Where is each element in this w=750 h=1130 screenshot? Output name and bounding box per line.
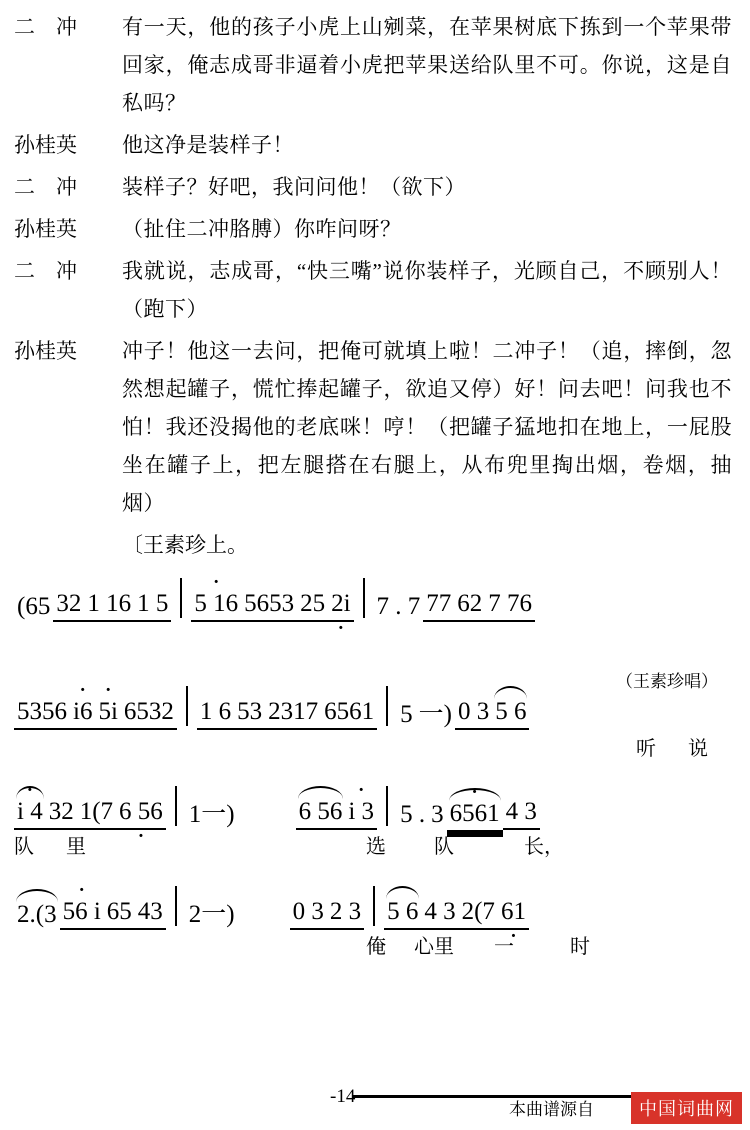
note-group: 1一) [188, 801, 235, 828]
note-group: 2.(3 [14, 900, 60, 930]
speaker-name: 孙桂英 [14, 133, 77, 157]
note-group: 5356 [14, 697, 70, 730]
script-line [14, 332, 732, 522]
singer-annotation: （王素珍唱） [616, 672, 718, 691]
speech-text: 冲子！他这一去问，把俺可就填上啦！二冲子！（追，摔倒，忽然想起罐子，慌忙捧起罐子，欲追又停）好！问去吧！问我也不怕！我还没揭他的老底咪！哼！（把罐子猛地扣在地上，一屁股坐在罐子上，把左腿搭在右腿上，从布兜里掏出烟，卷烟，抽烟） [122, 339, 732, 515]
note-group: 4 3 [503, 797, 540, 830]
lyric-syllable: 长， [524, 836, 564, 858]
measure [14, 697, 177, 730]
barline [186, 686, 188, 726]
note-group: 3 [431, 801, 444, 828]
slur-icon [386, 886, 419, 899]
lyric-syllable: 选 [366, 836, 386, 858]
note-group: · 5 16 [191, 589, 241, 622]
note-group: 1 16 [84, 589, 134, 622]
measure [14, 897, 166, 930]
slur-icon [16, 786, 44, 799]
barline [386, 786, 388, 826]
note-group: 32 [46, 797, 77, 830]
notation-system-3 [14, 778, 732, 864]
note-group: 2(7 [459, 897, 498, 930]
note-group: 2i · [328, 589, 353, 622]
stage-direction: 〔王素珍上。 [122, 533, 248, 557]
note-group: (65 [17, 593, 51, 620]
note-group: 一) [418, 701, 452, 728]
note-group: 43 [135, 897, 166, 930]
music-notation [14, 570, 732, 964]
measure [397, 797, 540, 830]
note-group: 32 [53, 589, 84, 622]
dialogue-script [14, 8, 732, 564]
site-badge[interactable]: 中国词曲网 [631, 1092, 742, 1124]
lyric-syllable: 队 [14, 836, 34, 858]
measure [186, 897, 364, 930]
barline [180, 578, 182, 618]
note-group: 77 [423, 589, 454, 622]
notation-system-4 [14, 878, 732, 964]
note-group: 7 76 [485, 589, 535, 622]
note-group: 1 5 [134, 589, 171, 622]
script-line [14, 252, 732, 328]
note-group: 7 . 7 [376, 593, 421, 620]
note-group: 0 3 [455, 697, 492, 730]
page-number: -14- [330, 1086, 362, 1107]
script-line [14, 168, 732, 206]
lyric-syllable: 一 [494, 936, 514, 958]
slur-icon [16, 889, 58, 902]
speech-text: （扯住二冲胳膊）你咋问呀？ [122, 217, 402, 241]
notation-system-1 [14, 570, 732, 656]
note-group: 2 3 [327, 897, 364, 930]
measure [384, 897, 529, 930]
page-footer [0, 1084, 750, 1124]
measure [191, 589, 353, 622]
note-group: 1(7 [77, 797, 116, 830]
lyric-syllable: 俺 [366, 936, 386, 958]
lyric-syllable: 说 [688, 738, 708, 760]
speech-text: 有一天，他的孩子小虎上山剜菜，在苹果树底下拣到一个苹果带回家，俺志成哥非逼着小虎把苹果送给队里不可。你说，这是自私吗？ [122, 15, 732, 115]
measure [14, 589, 171, 622]
note-group: 5 6 [492, 697, 529, 730]
measure [14, 797, 166, 830]
note-group: 65 [104, 897, 135, 930]
note-group: · i6 [70, 697, 95, 730]
note-group: · i 3 [345, 797, 377, 830]
note-group: 6561 [321, 697, 377, 730]
note-group: 62 [454, 589, 485, 622]
note-group: 2一) [188, 901, 235, 928]
measure [374, 589, 536, 622]
barline [373, 886, 375, 926]
note-group: 0 3 [290, 897, 327, 930]
note-group: 4 3 [421, 897, 458, 930]
note-group: 5653 [241, 589, 297, 622]
lyric-syllable: 队 [434, 836, 454, 858]
note-group: · 56 i [60, 897, 104, 930]
script-line [14, 8, 732, 122]
note-group: 5 . [400, 801, 426, 828]
note-group: 6 56 · [116, 797, 166, 830]
speech-text: 装样子？好吧，我问问他！（欲下） [122, 175, 466, 199]
speaker-name: 孙桂英 [14, 339, 77, 363]
speaker-name: 孙桂英 [14, 217, 77, 241]
lyric-syllable: 时 [570, 936, 590, 958]
slur-icon [494, 686, 527, 699]
note-group: 5 [400, 701, 413, 728]
script-line [14, 126, 732, 164]
slur-icon [449, 788, 501, 801]
note-group: 6 56 [296, 797, 346, 830]
note-group: 61 · [498, 897, 529, 930]
lyric-syllable: 听 [636, 738, 656, 760]
speech-text: 我就说，志成哥，“快三嘴”说你装样子，光顾自己，不顾别人！（跑下） [122, 259, 732, 321]
note-group: · 6561 [447, 799, 503, 830]
note-group: 6532 [121, 697, 177, 730]
note-group: 5 6 [384, 897, 421, 930]
speaker-name: 二 冲 [14, 259, 77, 283]
notation-system-2 [14, 672, 732, 764]
slur-icon [298, 786, 344, 799]
note-group: · 5i [95, 697, 120, 730]
note-group: · i 4 [14, 797, 46, 830]
note-group: 53 [234, 697, 265, 730]
barline [175, 886, 177, 926]
speaker-name: 二 冲 [14, 15, 77, 39]
speaker-name: 二 冲 [14, 175, 77, 199]
note-group: 2317 [265, 697, 321, 730]
barline [386, 686, 388, 726]
measure [397, 697, 529, 730]
note-group: 25 [297, 589, 328, 622]
barline [363, 578, 365, 618]
lyric-syllable: 里 [66, 836, 86, 858]
script-line [14, 210, 732, 248]
note-group: 1 6 [197, 697, 234, 730]
measure [186, 797, 377, 830]
measure [197, 697, 377, 730]
barline [175, 786, 177, 826]
credit-text: 本曲谱源自 [509, 1100, 594, 1119]
lyric-syllable: 心里 [414, 936, 454, 958]
speech-text: 他这净是装样子！ [122, 133, 294, 157]
